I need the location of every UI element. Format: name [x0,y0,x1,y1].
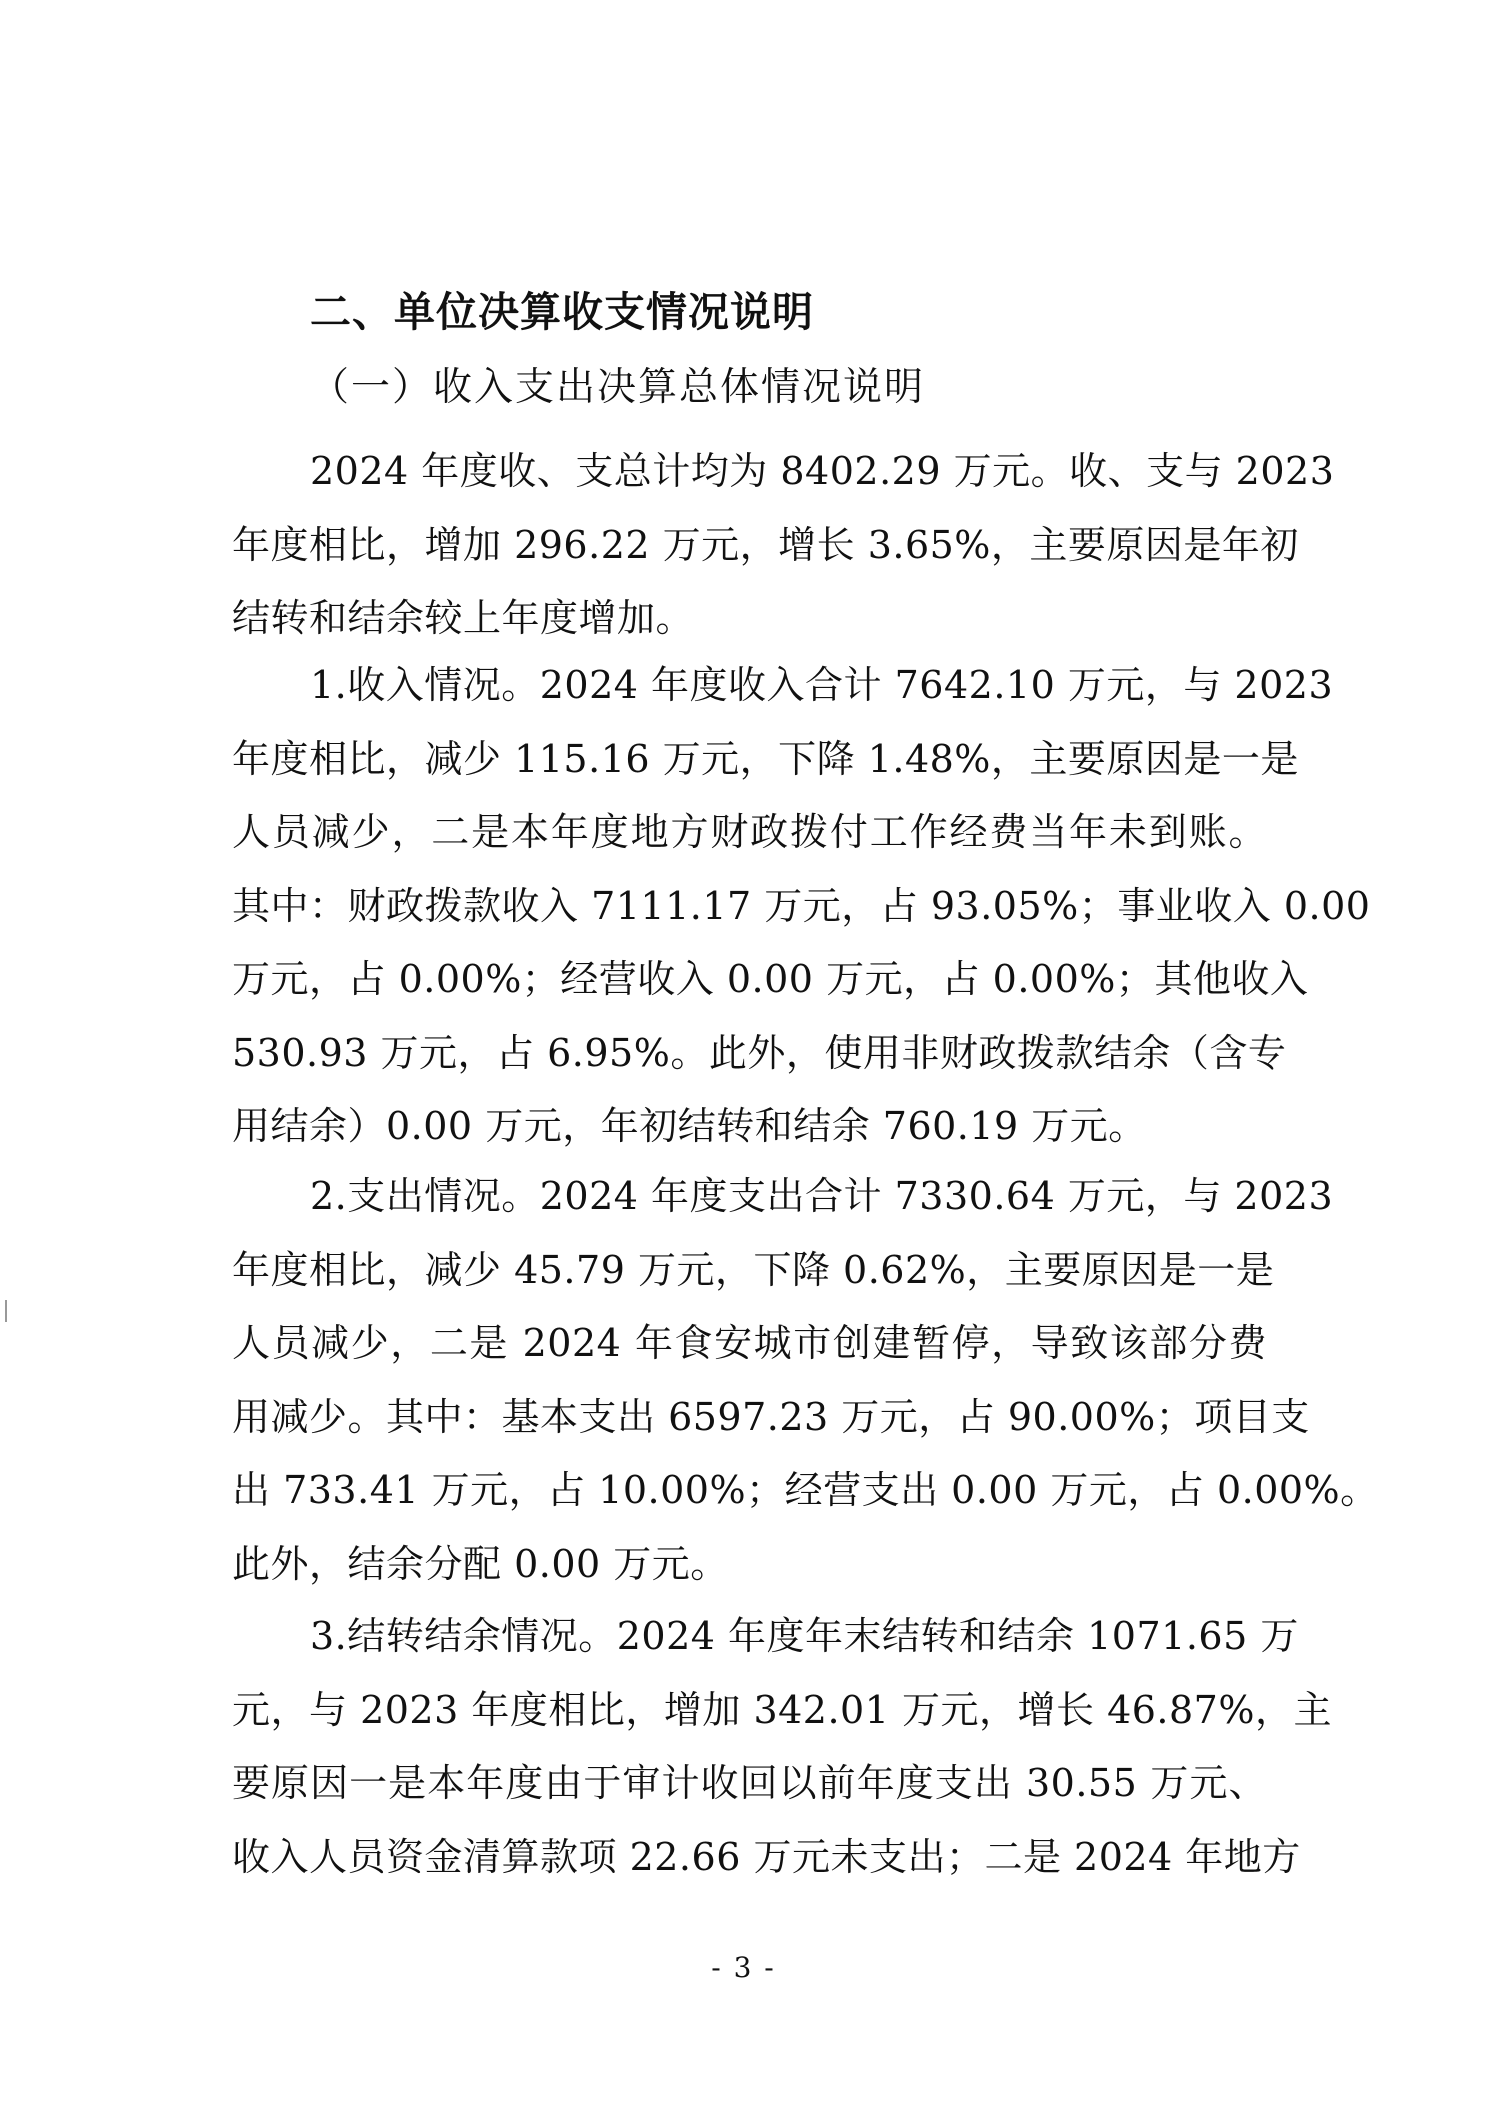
paragraph-line: 人员减少，二是本年度地方财政拨付工作经费当年未到账。 [232,810,1267,854]
page-number: - 3 - [711,1951,776,1984]
paragraph-line: 1.收入情况。2024 年度收入合计 7642.10 万元，与 2023 [310,663,1334,707]
paragraph-line: 用减少。其中：基本支出 6597.23 万元，占 90.00%；项目支 [232,1394,1310,1439]
paragraph-line: 2024 年度收、支总计均为 8402.29 万元。收、支与 2023 [310,449,1335,493]
paragraph-line: 年度相比，增加 296.22 万元，增长 3.65%，主要原因是年初 [232,522,1299,567]
paragraph-line: 3.结转结余情况。2024 年度年末结转和结余 1071.65 万 [310,1614,1299,1658]
paragraph-overall [232,435,1335,656]
paragraph-line: 530.93 万元，占 6.95%。此外，使用非财政拨款结余（含专 [232,1030,1287,1075]
section-heading: 二、单位决算收支情况说明 [310,288,814,336]
paragraph-line: 元，与 2023 年度相比，增加 342.01 万元，增长 46.87%，主 [232,1687,1332,1732]
sub-heading: （一）收入支出决算总体情况说明 [310,365,926,410]
paragraph-line: 人员减少，二是 2024 年食安城市创建暂停，导致该部分费 [232,1321,1267,1365]
paragraph-line: 结转和结余较上年度增加。 [232,596,695,640]
paragraph-line: 其中：财政拨款收入 7111.17 万元，占 93.05%；事业收入 0.00 [232,883,1371,928]
paragraph-line: 年度相比，减少 115.16 万元，下降 1.48%，主要原因是一是 [232,736,1299,781]
paragraph-line: 用结余）0.00 万元，年初结转和结余 760.19 万元。 [232,1104,1147,1148]
paragraph-line: 收入人员资金清算款项 22.66 万元未支出；二是 2024 年地方 [232,1834,1301,1879]
paragraph-carryover [232,1600,1332,1894]
paragraph-line: 出 733.41 万元，占 10.00%；经营支出 0.00 万元，占 0.00%。 [232,1468,1379,1512]
paragraph-line: 年度相比，减少 45.79 万元，下降 0.62%，主要原因是一是 [232,1247,1275,1292]
paragraph-line: 2.支出情况。2024 年度支出合计 7330.64 万元，与 2023 [310,1174,1334,1218]
paragraph-line: 此外，结余分配 0.00 万元。 [232,1541,729,1586]
paragraph-expenditure [232,1160,1379,1601]
paragraph-income [232,649,1371,1164]
paragraph-line: 要原因一是本年度由于审计收回以前年度支出 30.55 万元、 [232,1761,1267,1805]
scan-artifact [5,1300,7,1322]
paragraph-line: 万元，占 0.00%；经营收入 0.00 万元，占 0.00%；其他收入 [232,957,1309,1001]
